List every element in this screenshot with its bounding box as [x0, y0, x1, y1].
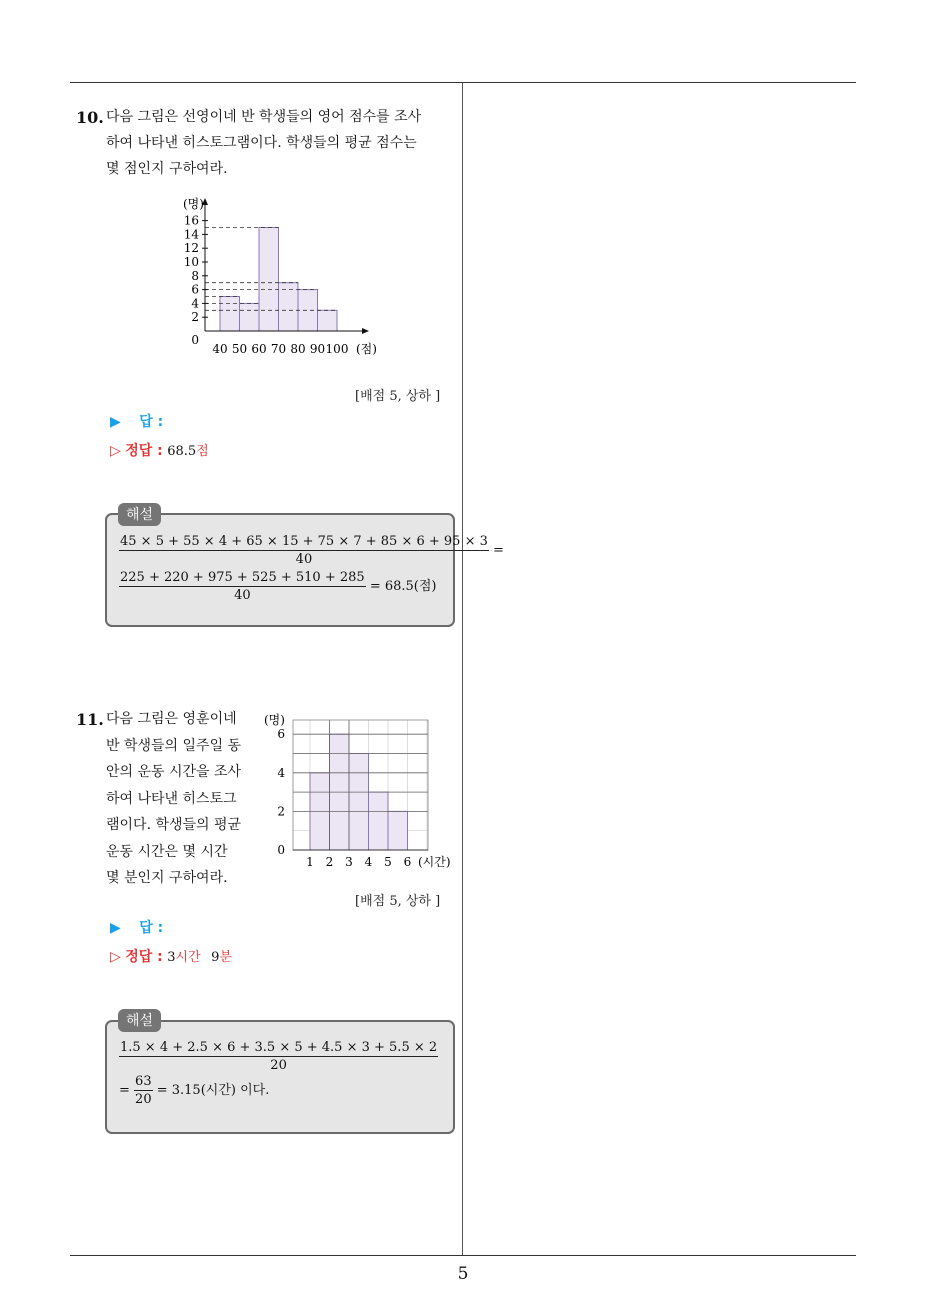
y-tick-label: 8 — [191, 268, 199, 283]
q11-text-line: 반 학생들의 일주일 동 — [106, 737, 242, 754]
q10-solution-line2 — [119, 570, 436, 603]
q10-sol-frac2 — [119, 570, 366, 603]
outline-play-icon: ▷ — [110, 949, 121, 965]
q10-text-line: 하여 나타낸 히스토그램이다. 학생들의 평균 점수는 — [106, 135, 417, 151]
q11-sol-frac2-num: 63 — [135, 1074, 152, 1089]
q10-sol-frac1-num: 45 × 5 + 55 × 4 + 65 × 15 + 75 × 7 + 85 × 6 + 95 × 3 — [120, 534, 488, 549]
y-tick-label: 4 — [191, 296, 199, 311]
x-tick-label: 2 — [325, 855, 334, 869]
q11-text — [106, 706, 241, 892]
q10-text — [106, 104, 421, 182]
q11-text-line: 하여 나타낸 히스토그 — [106, 790, 237, 807]
q10-correct-label: 정답 : — [125, 443, 163, 459]
x-tick-label: 3 — [345, 855, 353, 869]
q11-solution-tab: 해설 — [118, 1009, 161, 1032]
q11-correct-label: 정답 : — [125, 949, 163, 965]
q11-correct-unit1: 시간 — [175, 950, 201, 965]
q11-text-line: 다음 그림은 영훈이네 — [106, 711, 237, 727]
histogram-bar — [318, 310, 338, 331]
top-rule — [70, 82, 856, 83]
q11-sol-frac2-den: 20 — [135, 1092, 152, 1107]
x-axis-label: (점) — [356, 342, 377, 356]
q10-number: 10. — [76, 108, 104, 127]
q10-solution-tab: 해설 — [118, 503, 161, 526]
q10-correct-value: 68.5 — [167, 444, 197, 459]
y-tick-label: 12 — [183, 241, 199, 256]
q11-text-line: 운동 시간은 몇 시간 — [106, 843, 228, 860]
q10-sol-line2-tail: = 68.5(점) — [369, 579, 437, 594]
x-tick-label: 70 — [270, 342, 287, 356]
q10-sol-frac2-den: 40 — [234, 588, 251, 603]
q11-number: 11. — [76, 710, 104, 729]
x-tick-label: 4 — [364, 855, 373, 869]
play-icon: ▶ — [110, 920, 121, 936]
page-number: 5 — [457, 1264, 469, 1284]
q11-sol-frac1-den: 20 — [270, 1058, 287, 1073]
q10-score: [배점 5, 상하 ] — [355, 389, 441, 404]
q11-solution-line2 — [119, 1074, 269, 1107]
y-tick-label: 6 — [277, 727, 285, 742]
y-tick-label: 4 — [277, 765, 285, 780]
y-tick-label: 2 — [277, 804, 285, 819]
x-tick-label: 5 — [384, 855, 392, 869]
q10-correct-unit: 점 — [196, 444, 209, 459]
histogram-bar — [298, 290, 318, 331]
y-tick-label: 14 — [183, 227, 199, 242]
q10-answer-row — [110, 411, 163, 431]
x-tick-label: 40 — [212, 342, 228, 356]
q11-sol-frac1 — [119, 1040, 438, 1073]
q11-text-line: 안의 운동 시간을 조사 — [106, 764, 242, 780]
y-axis-label: (명) — [264, 713, 285, 727]
q11-histogram — [258, 708, 463, 873]
q11-text-line: 램이다. 학생들의 평균 — [106, 817, 242, 833]
histogram-bar — [369, 792, 389, 850]
x-axis-arrow — [362, 328, 369, 334]
q11-correct-unit2: 분 — [219, 950, 232, 965]
y-tick-label: 10 — [183, 255, 199, 269]
histogram-bar — [349, 754, 369, 851]
q10-histogram — [160, 190, 400, 365]
column-divider — [462, 83, 463, 1255]
q11-text-line: 몇 분인지 구하여라. — [106, 870, 228, 886]
x-tick-label: 90 — [309, 342, 326, 356]
y-axis-label: (명) — [183, 197, 204, 211]
q11-sol-line2-tail: = 3.15(시간) 이다. — [156, 1083, 270, 1098]
x-tick-label: 1 — [306, 855, 314, 869]
x-tick-label: 80 — [290, 342, 306, 356]
q11-solution-line1 — [119, 1040, 438, 1073]
histogram-bar — [259, 228, 279, 332]
histogram-bar — [220, 297, 240, 332]
histogram-bar — [240, 303, 260, 331]
q11-sol-frac1-num: 1.5 × 4 + 2.5 × 6 + 3.5 × 5 + 4.5 × 3 + 5.5 × 2 — [120, 1040, 438, 1055]
x-tick-label: 50 — [231, 342, 248, 356]
y-tick-label: 0 — [277, 843, 285, 857]
q11-correct-value2: 9 — [211, 950, 220, 965]
q10-correct-row — [110, 440, 209, 460]
bottom-rule — [70, 1255, 856, 1256]
y-tick-label: 0 — [191, 333, 199, 347]
play-icon: ▶ — [110, 414, 121, 430]
y-tick-label: 2 — [191, 310, 199, 325]
q11-correct-row — [110, 946, 232, 966]
x-tick-label: 100 — [325, 342, 349, 356]
outline-play-icon: ▷ — [110, 443, 121, 459]
q10-answer-label: 답 : — [139, 414, 164, 430]
x-axis-label: (시간) — [418, 855, 451, 869]
q10-text-line: 다음 그림은 선영이네 반 학생들의 영어 점수를 조사 — [106, 109, 422, 125]
q10-solution-line1 — [119, 534, 504, 567]
q11-answer-label: 답 : — [139, 920, 164, 936]
x-tick-label: 6 — [403, 855, 412, 869]
q11-score: [배점 5, 상하 ] — [355, 894, 441, 909]
y-tick-label: 16 — [183, 213, 199, 228]
x-tick-label: 60 — [251, 342, 267, 356]
q11-sol-line2-pre: = — [119, 1083, 130, 1098]
q10-sol-frac1 — [119, 534, 489, 567]
y-tick-label: 6 — [191, 282, 199, 297]
q10-sol-frac2-num: 225 + 220 + 975 + 525 + 510 + 285 — [120, 570, 365, 585]
histogram-bar — [388, 811, 408, 850]
q10-text-line: 몇 점인지 구하여라. — [106, 161, 228, 177]
q10-sol-line1-tail: = — [493, 543, 504, 558]
q11-correct-value1: 3 — [167, 950, 176, 965]
histogram-bar — [279, 283, 299, 331]
q10-sol-frac1-den: 40 — [295, 552, 313, 567]
q11-answer-row — [110, 917, 163, 937]
q11-sol-frac2 — [134, 1074, 153, 1107]
